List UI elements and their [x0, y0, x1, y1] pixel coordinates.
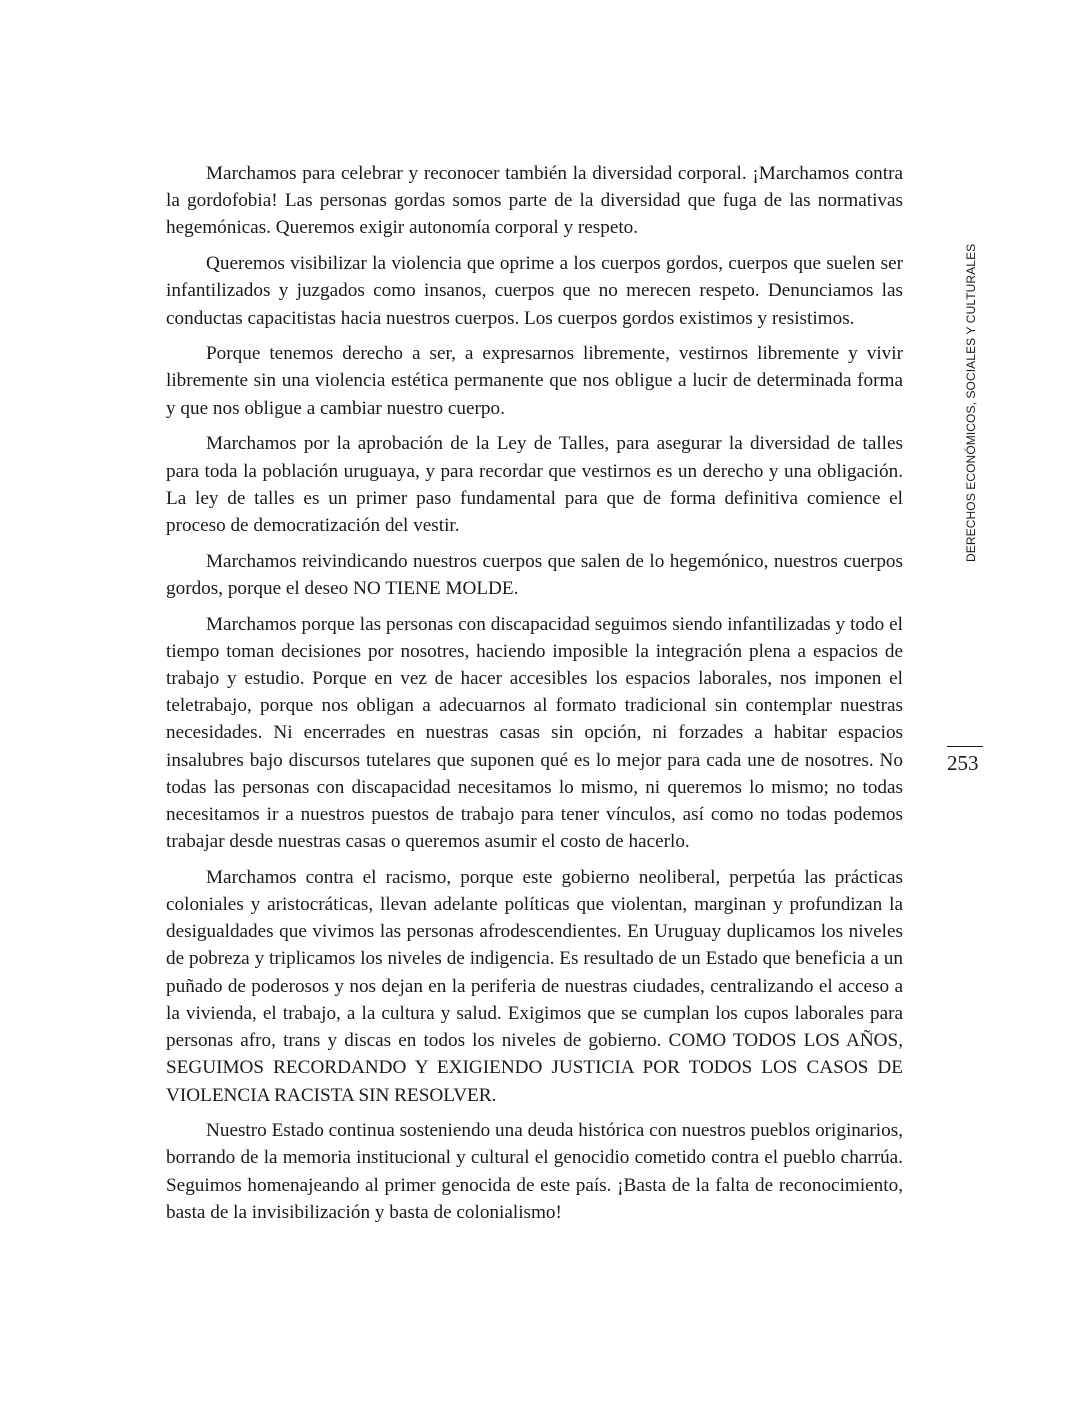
paragraph-derecho-a-ser: Porque tenemos derecho a ser, a expresarnos libremente, vestirnos libremente y vivir libremente sin una violencia estética permanente que nos obligue a lucir de determinada forma y que nos obligue a cambiar nuestro cuerpo.: [166, 343, 903, 419]
page-number-rule: [947, 746, 983, 747]
paragraph-gordofobia: Marchamos para celebrar y reconocer también la diversidad corporal. ¡Marchamos contra la gordofobia! Las personas gordas somos parte de la diversidad que fuga de las normativas hegemónicas. Queremos exigir autonomía corporal y respeto.: [166, 163, 903, 239]
paragraph-racismo: Marchamos contra el racismo, porque este gobierno neoliberal, perpetúa las prácticas coloniales y aristocráticas, llevan adelante políticas que violentan, marginan y profundizan la desigualdades que vivimos las personas afrodescendientes. En Uruguay duplicamos los niveles de pobreza y triplicamos los niveles de indigencia. Es resultado de un Estado que beneficia a un puñado de poderosos y nos dejan en la periferia de nuestras ciudades, centralizando el acceso a la vivienda, el trabajo, a la cultura y salud. Exigimos que se cumplan los cupos laborales para personas afro, trans y discas en todos los niveles de gobierno. COMO TODOS LOS AÑOS, SEGUIMOS RECORDANDO Y EXIGIENDO JUSTICIA POR TODOS LOS CASOS DE VIOLENCIA RACISTA SIN RESOLVER.: [166, 866, 903, 1106]
paragraph-ley-de-talles: Marchamos por la aprobación de la Ley de Talles, para asegurar la diversidad de talles para toda la población uruguaya, y para recordar que vestirnos es un derecho y una obligación. La ley de talles es un primer paso fundamental para que de forma definitiva comience el proceso de democratización del vestir.: [166, 433, 903, 536]
paragraph-no-tiene-molde: Marchamos reivindicando nuestros cuerpos que salen de lo hegemónico, nuestros cuerpos gordos, porque el deseo NO TIENE MOLDE.: [166, 550, 903, 599]
body-text: [166, 160, 903, 1235]
paragraph-violencia-cuerpos-gordos: Queremos visibilizar la violencia que oprime a los cuerpos gordos, cuerpos que suelen ser infantilizados y juzgados como insanos, cuerpos que no merecen respeto. Denunciamos las conductas capacitistas hacia nuestros cuerpos. Los cuerpos gordos existimos y resistimos.: [166, 253, 903, 329]
running-head: DERECHOS ECONÓMICOS, SOCIALES Y CULTURALES: [964, 243, 978, 562]
page-number: 253: [947, 751, 979, 775]
paragraph-pueblos-originarios: Nuestro Estado continua sosteniendo una deuda histórica con nuestros pueblos originarios, borrando de la memoria institucional y cultural el genocidio cometido contra el pueblo charrúa. Seguimos homenajeando al primer genocida de este país. ¡Basta de la falta de reconocimiento, basta de la invisibilización y basta de colonialismo!: [166, 1120, 903, 1223]
paragraph-discapacidad: Marchamos porque las personas con discapacidad seguimos siendo infantilizadas y todo el tiempo toman decisiones por nosotres, haciendo imposible la integración plena a espacios de trabajo y estudio. Porque en vez de hacer accesibles los espacios laborales, nos imponen el teletrabajo, porque nos obligan a adecuarnos al formato tradicional sin contemplar nuestras necesidades. Ni encerrades en nuestras casas sin opción, ni forzades a habitar espacios insalubres bajo discursos tutelares que suponen qué es lo mejor para cada une de nosotres. No todas las personas con discapacidad necesitamos lo mismo, ni queremos lo mismo; no todas necesitamos ir a nuestros puestos de trabajo para tener vínculos, así como no todas podemos trabajar desde nuestras casas o queremos asumir el costo de hacerlo.: [166, 613, 903, 853]
